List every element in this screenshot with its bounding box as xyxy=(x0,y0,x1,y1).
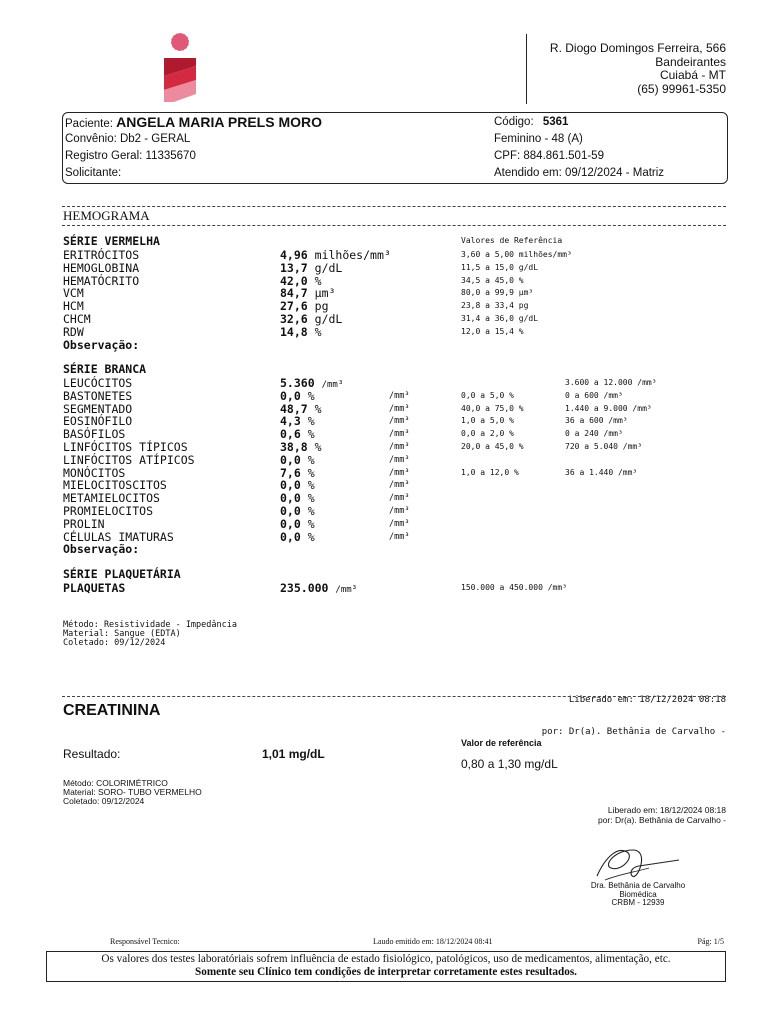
row-number: 84,7 xyxy=(280,286,308,301)
row-label: MONÓCITOS xyxy=(63,465,126,480)
observacao-label: Observação: xyxy=(63,542,140,557)
liberado: Liberado em: 18/12/2024 08:18 xyxy=(607,805,726,815)
creatinina-result-value: 1,01 mg/dL xyxy=(262,747,325,761)
row-abs-unit: /mm³ xyxy=(389,531,410,542)
patient-name-field xyxy=(65,114,322,130)
section-divider xyxy=(62,206,726,207)
row-unit: % xyxy=(314,273,322,288)
row-number: 48,7 xyxy=(280,401,308,416)
solicitante-field: Solicitante: xyxy=(65,167,122,179)
row-label: PROLIN xyxy=(63,516,105,531)
row-ref-pct: 0,0 a 5,0 % xyxy=(461,390,514,400)
sexo-idade-field: Feminino - 48 (A) xyxy=(494,133,583,145)
serie-vermelha-row xyxy=(63,248,572,262)
lab-address xyxy=(550,42,726,96)
address-line: Bandeirantes xyxy=(655,54,726,69)
leucocitos-value: 5.360 xyxy=(280,376,315,390)
row-label: SEGMENTADO xyxy=(63,401,133,416)
serie-branca-row xyxy=(63,441,733,454)
row-abs-unit: /mm³ xyxy=(389,518,410,529)
coletado: Coletado: 09/12/2024 xyxy=(63,638,166,648)
convenio-field: Convênio: Db2 - GERAL xyxy=(65,133,191,145)
row-unit: pg xyxy=(314,299,329,314)
row-label: ERITRÓCITOS xyxy=(63,248,140,262)
address-line: R. Diogo Domingos Ferreira, 566 xyxy=(549,41,726,55)
creatinina-ref-header: Valor de referência xyxy=(461,738,542,748)
serie-vermelha-title: SÉRIE VERMELHA xyxy=(63,234,160,248)
section-divider xyxy=(62,225,726,226)
signature-block xyxy=(583,882,693,908)
row-number: 0,0 xyxy=(280,478,301,493)
metodo: Método: COLORIMÉTRICO xyxy=(63,778,168,788)
serie-vermelha-table xyxy=(63,248,572,352)
material: Material: Sangue (EDTA) xyxy=(63,629,181,639)
row-unit: % xyxy=(307,427,315,442)
serie-branca-row xyxy=(63,390,733,403)
row-label: CHCM xyxy=(63,311,91,326)
hemograma-method-block xyxy=(63,621,237,648)
plaquetas-unit: /mm³ xyxy=(335,585,358,595)
row-unit: µm³ xyxy=(314,286,336,301)
serie-branca-title: SÉRIE BRANCA xyxy=(63,362,147,376)
liberado-por: por: Dr(a). Bethânia de Carvalho - xyxy=(541,726,726,737)
row-unit: % xyxy=(307,414,315,429)
serie-vermelha-row xyxy=(63,311,539,326)
plaquetas-value-wrap xyxy=(280,582,357,597)
observacao-label: Observação: xyxy=(63,337,140,352)
row-number: 14,8 xyxy=(280,324,308,339)
row-number: 13,7 xyxy=(280,260,308,275)
row-abs-unit: /mm³ xyxy=(389,390,410,401)
row-ref: 12,0 a 15,4 % xyxy=(461,326,524,336)
liberado: Liberado em: 18/12/2024 08:18 xyxy=(568,695,726,705)
row-unit: % xyxy=(314,439,322,454)
row-abs-unit: /mm³ xyxy=(389,429,410,440)
row-label: PROMIELOCITOS xyxy=(63,503,154,518)
section-divider xyxy=(62,696,726,697)
row-unit: % xyxy=(307,465,315,480)
row-unit: g/dL xyxy=(314,260,343,275)
row-label: HEMATÓCRITO xyxy=(63,273,140,288)
codigo-value: 5361 xyxy=(542,116,569,128)
row-unit: % xyxy=(307,529,315,544)
serie-branca-table xyxy=(63,377,733,556)
row-abs-unit: /mm³ xyxy=(389,493,410,504)
row-abs-unit: /mm³ xyxy=(389,505,410,516)
serie-plaquetaria-title: SÉRIE PLAQUETÁRIA xyxy=(63,567,181,581)
row-label: VCM xyxy=(63,286,84,301)
row-unit: % xyxy=(307,503,315,518)
row-label: HEMOGLOBINA xyxy=(63,260,140,275)
row-number: 27,6 xyxy=(280,299,308,314)
row-unit: g/dL xyxy=(314,311,343,326)
row-ref-pct: 20,0 a 45,0 % xyxy=(461,441,524,451)
row-label: BASÓFILOS xyxy=(63,427,126,442)
serie-branca-row xyxy=(63,479,733,492)
ref-header: Valores de Referência xyxy=(461,236,563,245)
serie-vermelha-row xyxy=(63,324,524,339)
serie-branca-row xyxy=(63,518,733,531)
registro-field: Registro Geral: 11335670 xyxy=(65,150,196,162)
row-number: 0,0 xyxy=(280,503,301,518)
signer-crbm: CRBM - 12939 xyxy=(611,898,665,907)
row-abs-unit: /mm³ xyxy=(389,416,410,427)
row-abs-unit: /mm³ xyxy=(389,403,410,414)
row-unit: milhões/mm³ xyxy=(314,248,391,262)
row-unit: /mm³ xyxy=(321,380,344,390)
serie-vermelha-row xyxy=(63,260,539,275)
row-abs-unit: /mm³ xyxy=(389,480,410,491)
plaquetas-ref: 150.000 a 450.000 /mm³ xyxy=(461,583,567,592)
serie-branca-row xyxy=(63,454,733,467)
row-number: 38,8 xyxy=(280,439,308,454)
creatinina-result-label: Resultado: xyxy=(63,747,121,761)
row-ref-abs: 0 a 600 /mm³ xyxy=(565,390,623,400)
row-unit: % xyxy=(314,324,322,339)
row-ref-pct: 1,0 a 12,0 % xyxy=(461,467,519,477)
leucocitos-row xyxy=(63,377,733,390)
row-ref: 3.600 a 12.000 /mm³ xyxy=(565,378,657,387)
row-ref: 11,5 a 15,0 g/dL xyxy=(461,262,539,272)
page-number: Pág: 1/5 xyxy=(697,937,724,946)
row-label: EOSINÓFILO xyxy=(63,414,133,429)
row-abs-unit: /mm³ xyxy=(389,467,410,478)
address-line: Cuiabá - MT xyxy=(659,68,726,82)
address-line: (65) 99961-5350 xyxy=(637,81,726,96)
row-label: CÉLULAS IMATURAS xyxy=(63,529,174,544)
responsavel-label: Responsável Tecnico: xyxy=(110,937,180,946)
serie-branca-row xyxy=(63,415,733,428)
row-abs-unit: /mm³ xyxy=(389,441,410,452)
row-label: MIELOCITOSCITOS xyxy=(63,478,167,493)
row-abs-unit: /mm³ xyxy=(389,454,410,465)
codigo-label: Código: xyxy=(494,116,534,128)
row-ref-pct: 1,0 a 5,0 % xyxy=(461,416,514,426)
creatinina-title: CREATININA xyxy=(63,702,161,719)
row-unit: % xyxy=(307,452,315,467)
row-number: 32,6 xyxy=(280,311,308,326)
row-number: 0,6 xyxy=(280,427,301,442)
row-unit: % xyxy=(307,478,315,493)
row-ref-abs: 0 a 240 /mm³ xyxy=(565,429,623,439)
row-number: 0,0 xyxy=(280,516,301,531)
row-label: LINFÓCITOS ATÍPICOS xyxy=(63,452,195,467)
lab-logo-icon xyxy=(160,32,200,104)
cpf-field: CPF: 884.861.501-59 xyxy=(494,150,604,162)
paciente-label: Paciente: xyxy=(65,118,113,130)
row-ref: 80,0 a 99,9 µm³ xyxy=(461,288,534,298)
row-value xyxy=(280,531,315,544)
disclaimer-box xyxy=(46,951,726,982)
row-label: LEUCÓCITOS xyxy=(63,376,133,390)
row-number: 0,0 xyxy=(280,491,301,506)
row-unit: % xyxy=(307,516,315,531)
creatinina-ref-value: 0,80 a 1,30 mg/dL xyxy=(461,757,558,771)
disclaimer-line-2: Somente seu Clínico tem condições de interpretar corretamente estes resultados. xyxy=(195,966,577,978)
serie-branca-row xyxy=(63,531,733,544)
plaquetas-value: 235.000 xyxy=(280,581,329,595)
header-separator xyxy=(526,34,527,104)
row-ref: 31,4 a 36,0 g/dL xyxy=(461,313,539,323)
row-ref-pct: 40,0 a 75,0 % xyxy=(461,403,524,413)
hemograma-liberado-block xyxy=(542,674,726,748)
row-unit: % xyxy=(314,401,322,416)
serie-branca-row xyxy=(63,403,733,416)
row-ref-abs: 1.440 a 9.000 /mm³ xyxy=(565,403,652,413)
liberado-por: por: Dr(a). Bethânia de Carvalho - xyxy=(597,814,726,825)
row-ref: 34,5 a 45,0 % xyxy=(461,275,524,285)
row-ref: 3,60 a 5,00 milhões/mm³ xyxy=(461,250,572,259)
row-unit: % xyxy=(307,388,315,403)
row-ref-pct: 0,0 a 2,0 % xyxy=(461,429,514,439)
codigo-field xyxy=(494,116,568,128)
row-ref-abs: 720 a 5.040 /mm³ xyxy=(565,441,643,451)
row-number: 0,0 xyxy=(280,452,301,467)
row-ref-abs: 36 a 600 /mm³ xyxy=(565,416,628,426)
row-label: HCM xyxy=(63,299,84,314)
material: Material: SORO- TUBO VERMELHO xyxy=(63,787,202,797)
row-number: 4,96 xyxy=(280,248,308,262)
coletado: Coletado: 09/12/2024 xyxy=(63,796,145,806)
row-ref-abs: 36 a 1.440 /mm³ xyxy=(565,467,638,477)
row-number: 7,6 xyxy=(280,465,301,480)
serie-branca-row xyxy=(63,505,733,518)
row-ref: 23,8 a 33,4 pg xyxy=(461,301,529,311)
creatinina-method-block xyxy=(63,779,202,806)
row-label: BASTONETES xyxy=(63,388,133,403)
atendido-field: Atendido em: 09/12/2024 - Matriz xyxy=(494,167,665,179)
hemograma-title: HEMOGRAMA xyxy=(63,208,150,223)
row-number: 42,0 xyxy=(280,273,308,288)
serie-branca-row xyxy=(63,492,733,505)
row-number: 0,0 xyxy=(280,388,301,403)
signer-name: Dra. Bethânia de Carvalho xyxy=(590,881,686,890)
row-label: METAMIELOCITOS xyxy=(63,491,160,506)
row-label: LINFÓCITOS TÍPICOS xyxy=(63,439,188,454)
creatinina-liberado-block xyxy=(598,806,726,825)
laudo-emitido: Laudo emitido em: 18/12/2024 08:41 xyxy=(373,937,493,946)
row-value xyxy=(280,326,322,339)
metodo: Método: Resistividade - Impedância xyxy=(63,620,237,630)
row-unit: % xyxy=(307,491,315,506)
row-label: RDW xyxy=(63,324,84,339)
disclaimer-line-1: Os valores dos testes laboratóriais sofrem influência de estado fisiológico, patológicos, uso de medicamentos, alimentação, etc. xyxy=(101,953,671,965)
row-number: 0,0 xyxy=(280,529,301,544)
patient-name: ANGELA MARIA PRELS MORO xyxy=(116,114,323,130)
plaquetas-label: PLAQUETAS xyxy=(63,581,126,595)
signer-title: Biomédica xyxy=(619,889,657,899)
row-number: 4,3 xyxy=(280,414,301,429)
